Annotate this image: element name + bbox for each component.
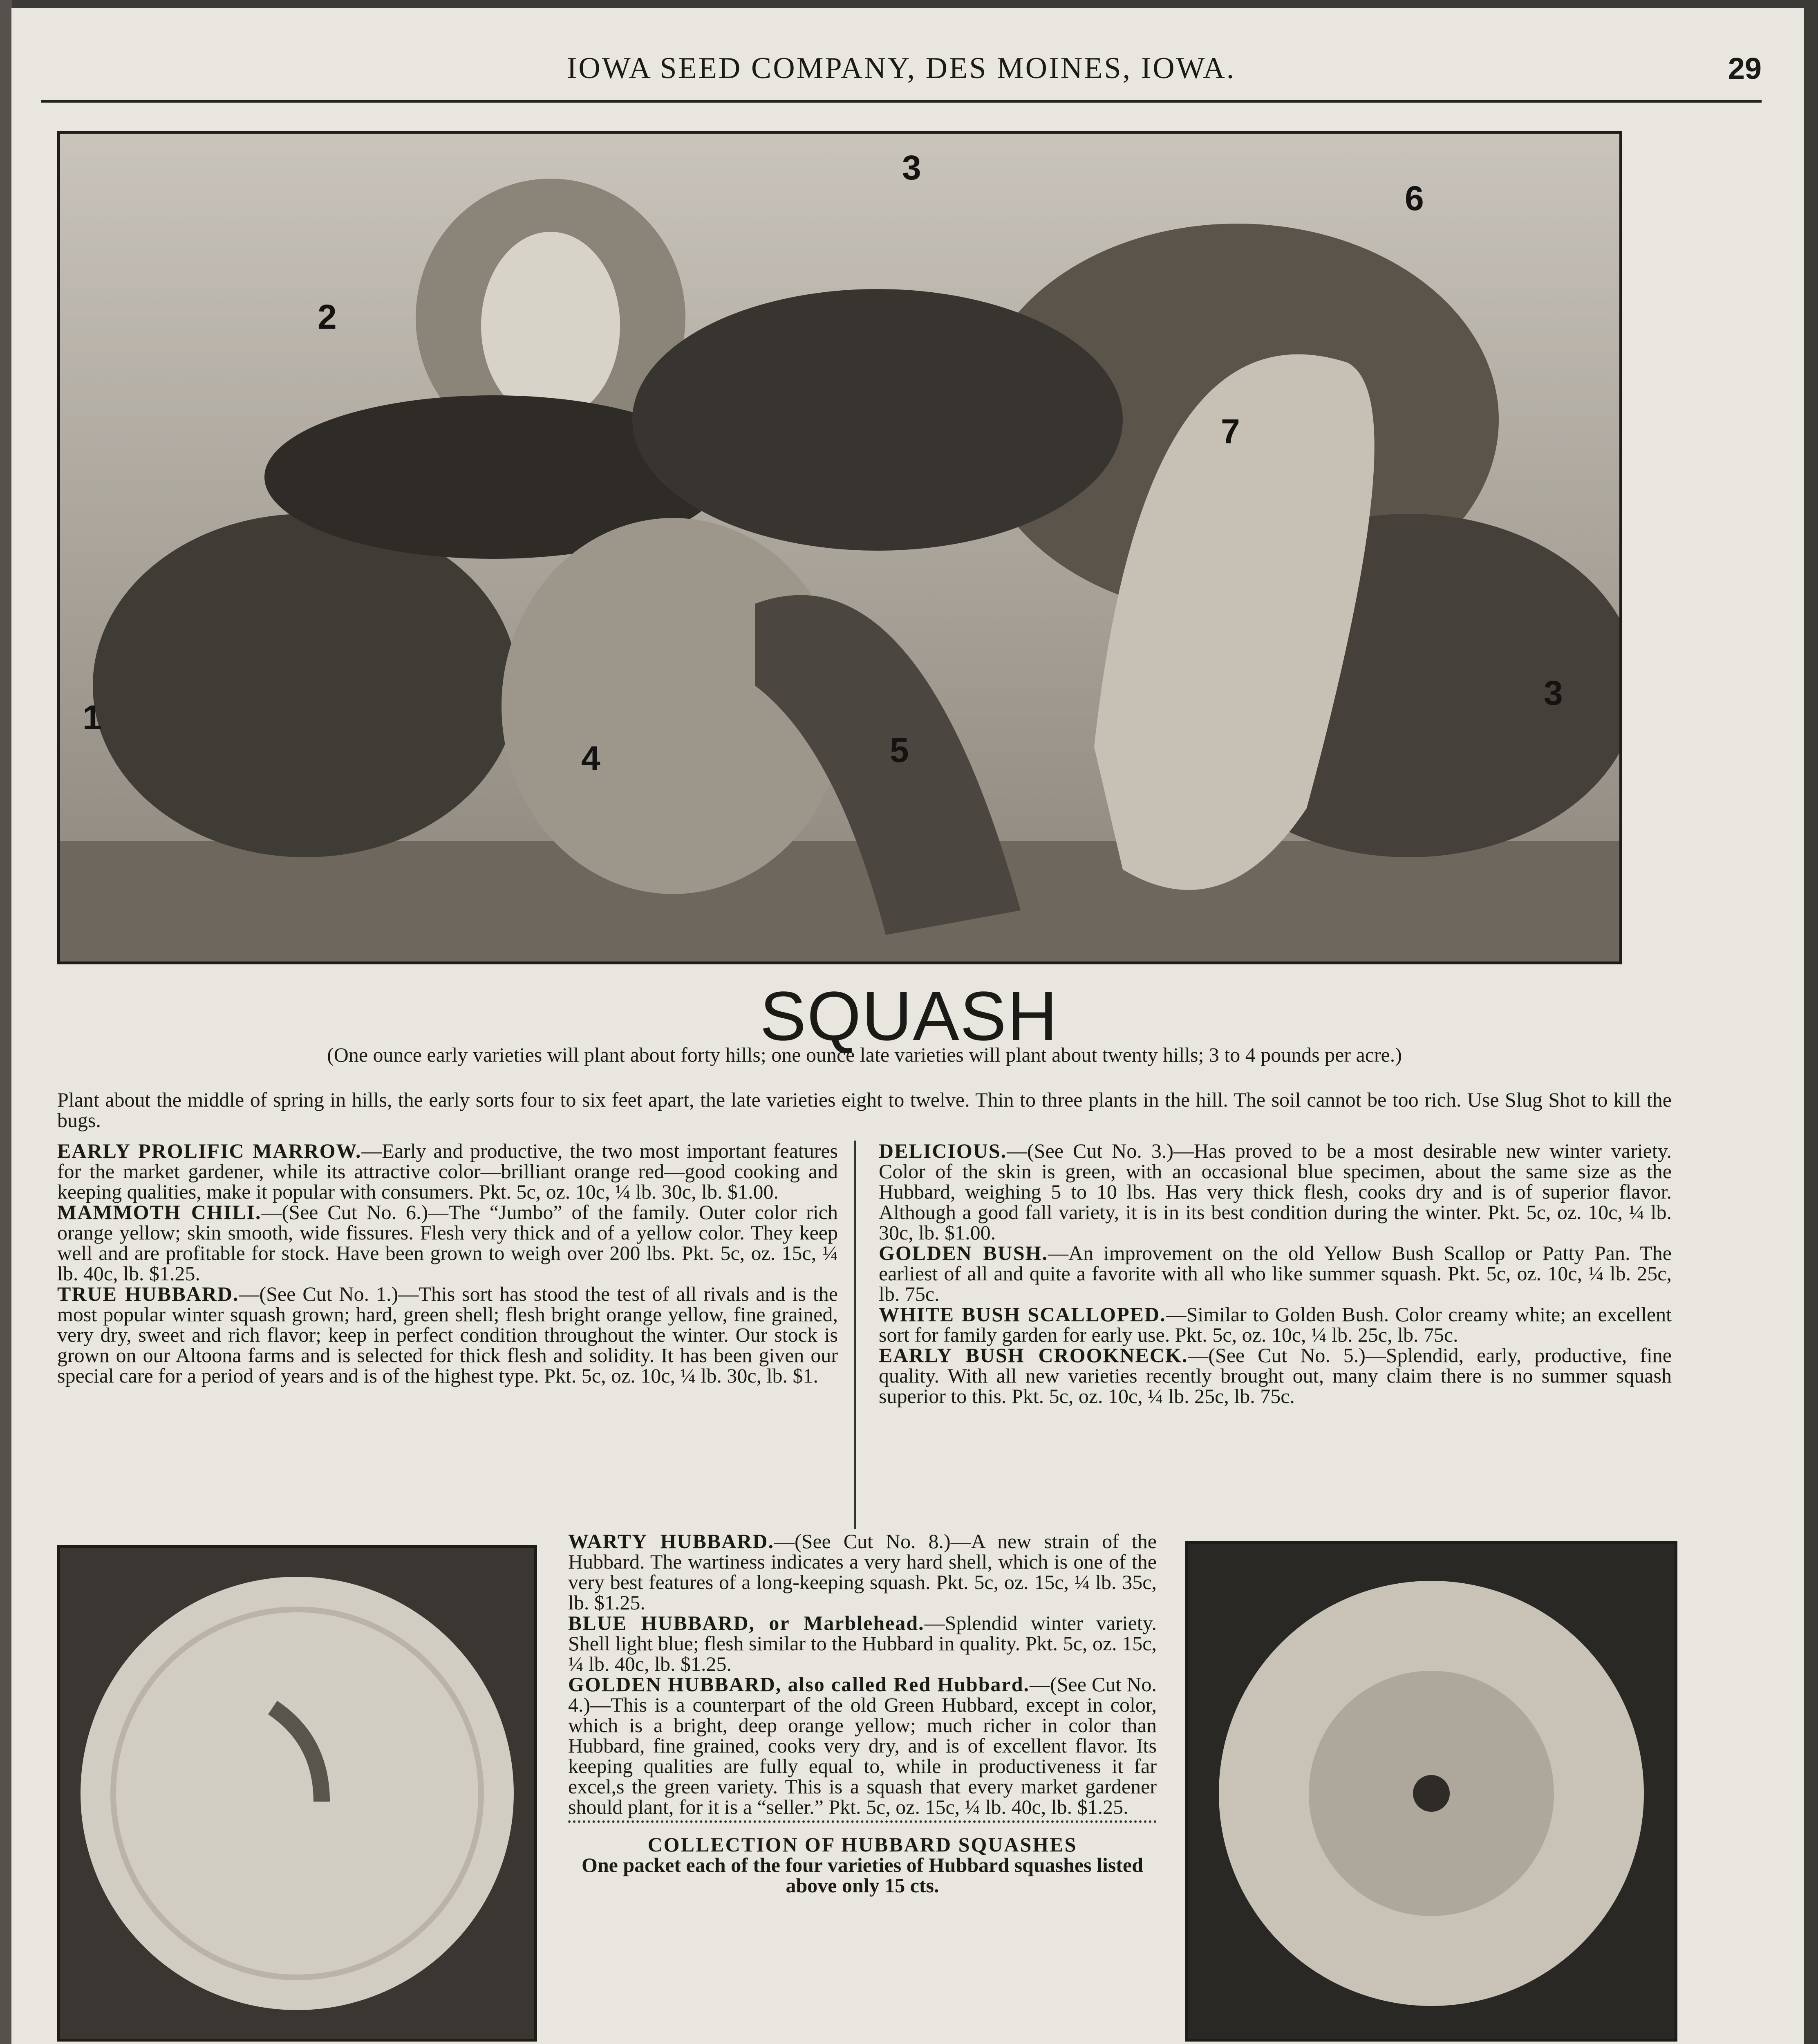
collection-title: COLLECTION OF HUBBARD SQUASHES — [647, 1833, 1077, 1856]
collection-offer: One packet each of the four varieties of Hubbard squashes listed above only 15 cts. — [581, 1853, 1144, 1897]
variety-mammoth-chili — [57, 1202, 838, 1284]
golden-bush-photo — [1185, 1541, 1677, 2042]
variety-description: —(See Cut No. 4.)—This is a counterpart of the old Green Hubbard, except in color, which is a bright, deep orange yellow; much richer in color than Hubbard, fine grained, cooks very dry, and is of excellent flavor. Its keeping qualities are fully equal to, while in productiveness it far excel,s the green variety. This is a squash that every market gardener should plant, for it is a “seller.” Pkt. 5c, oz. 15c, ¼ lb. 40c, lb. $1.25. — [568, 1673, 1157, 1818]
variety-golden-bush — [879, 1243, 1672, 1304]
cut-label-1: 1 — [83, 698, 102, 737]
running-title: IOWA SEED COMPANY, DES MOINES, IOWA. — [566, 52, 1236, 85]
variety-description: —An improvement on the old Yellow Bush Scallop or Patty Pan. The earliest of all and quite a favorite with all who like summer squash. Pkt. 5c, oz. 10c, ¼ lb. 25c, lb. 75c. — [879, 1242, 1672, 1305]
variety-name: BLUE HUBBARD, or Marblehead. — [568, 1611, 925, 1634]
variety-description: —(See Cut No. 3.)—Has proved to be a most desirable new winter variety. Color of the skin is green, with an occasional blue specimen, about the same size as the Hubbard, weighing 5 to 10 lbs. Has very thick flesh, cooks dry and is of superior flavor. Although a good fall variety, it is in its best condition during the winter. Pkt. 5c, oz. 10c, ¼ lb. 30c, lb. $1.00. — [879, 1139, 1672, 1244]
variety-description: —Splendid winter variety. Shell light blue; flesh similar to the Hubbard in quality. Pkt. 5c, oz. 15c, ¼ lb. 40c, lb. $1.25. — [568, 1611, 1157, 1675]
variety-description: —Early and productive, the two most important features for the market gardener, while its attractive color—brilliant orange red—good cooking and keeping qualities, make it popular with consumers. Pkt. 5c, oz. 10c, ¼ lb. 30c, lb. $1.00. — [57, 1139, 838, 1203]
cut-label-3: 3 — [902, 148, 921, 187]
variety-name: GOLDEN BUSH. — [879, 1242, 1048, 1264]
variety-name: WHITE BUSH SCALLOPED. — [879, 1303, 1166, 1326]
variety-name: GOLDEN HUBBARD, also called Red Hubbard. — [568, 1673, 1030, 1696]
variety-description: —(See Cut No. 6.)—The “Jumbo” of the family. Outer color rich orange yellow; skin smooth, wide fissures. Flesh very thick and of a yellow color. They keep well and are profitable for stock. Have been grown to weigh over 200 lbs. Pkt. 5c, oz. 15c, ¼ lb. 40c, lb. $1.25. — [57, 1201, 838, 1285]
variety-golden-hubbard — [568, 1674, 1157, 1817]
page-number: 29 — [1728, 52, 1762, 85]
variety-white-bush-scalloped — [879, 1304, 1672, 1345]
cut-label-3b: 3 — [1544, 674, 1563, 712]
planting-instructions: Plant about the middle of spring in hills, the early sorts four to six feet apart, the late varieties eight to twelve. Thin to three plants in the hill. The soil cannot be too rich. Use Slug Shot to kill the bugs. — [57, 1088, 1672, 1132]
ornamental-divider — [568, 1820, 1157, 1830]
cut-label-7: 7 — [1221, 412, 1240, 450]
variety-name: EARLY BUSH CROOKNECK. — [879, 1344, 1188, 1367]
column-divider — [854, 1141, 856, 1529]
variety-early-bush-crookneck — [879, 1345, 1672, 1406]
cut-label-6: 6 — [1405, 179, 1424, 217]
variety-description: —Similar to Golden Bush. Color creamy white; an excellent sort for family garden for early use. Pkt. 5c, oz. 10c, ¼ lb. 25c, lb. 75c. — [879, 1303, 1672, 1346]
section-title: SQUASH — [760, 977, 1058, 1055]
squash-group-illustration — [60, 134, 1619, 961]
cut-label-2: 2 — [318, 298, 337, 336]
middle-column — [568, 1531, 1157, 1896]
golden-bush-illustration — [1188, 1544, 1675, 2039]
variety-name: TRUE HUBBARD. — [57, 1282, 239, 1305]
left-column-upper — [57, 1141, 838, 1386]
white-bush-scalloped-illustration — [60, 1548, 534, 2039]
variety-early-prolific-marrow — [57, 1141, 838, 1202]
variety-description: —(See Cut No. 1.)—This sort has stood the test of all rivals and is the most popular winter squash grown; hard, green shell; flesh bright orange yellow, fine grained, very dry, sweet and rich flavor; keep in perfect condition throughout the winter. Our stock is grown on our Altoona farms and is selected for thick flesh and solidity. It has been given our special care for a period of years and is of the highest type. Pkt. 5c, oz. 10c, ¼ lb. 30c, lb. $1. — [57, 1282, 838, 1387]
squash-group-photo — [57, 131, 1622, 964]
variety-name: WARTY HUBBARD. — [568, 1530, 774, 1553]
variety-name: DELICIOUS. — [879, 1139, 1007, 1162]
variety-true-hubbard — [57, 1284, 838, 1386]
header-rule — [41, 100, 1762, 103]
variety-name: MAMMOTH CHILI. — [57, 1201, 262, 1224]
right-column-upper — [879, 1141, 1672, 1406]
variety-name: EARLY PROLIFIC MARROW. — [57, 1139, 362, 1162]
variety-blue-hubbard — [568, 1613, 1157, 1674]
variety-description: —(See Cut No. 5.)—Splendid, early, productive, fine quality. With all new varieties recently brought out, many claim there is no summer squash superior to this. Pkt. 5c, oz. 10c, ¼ lb. 25c, lb. 75c. — [879, 1344, 1672, 1407]
white-bush-scalloped-photo — [57, 1545, 537, 2042]
variety-warty-hubbard — [568, 1531, 1157, 1613]
planting-note: (One ounce early varieties will plant about forty hills; one ounce late varieties will plant about twenty hills; 3 to 4 pounds per acre.) — [327, 1043, 1402, 1066]
cut-label-5: 5 — [890, 731, 909, 769]
variety-delicious — [879, 1141, 1672, 1243]
variety-description: —(See Cut No. 8.)—A new strain of the Hubbard. The wartiness indicates a very hard shell, which is one of the very best features of a long-keeping squash. Pkt. 5c, oz. 15c, ¼ lb. 35c, lb. $1.25. — [568, 1530, 1157, 1614]
cut-label-4: 4 — [581, 739, 600, 778]
page-header — [41, 51, 1762, 100]
